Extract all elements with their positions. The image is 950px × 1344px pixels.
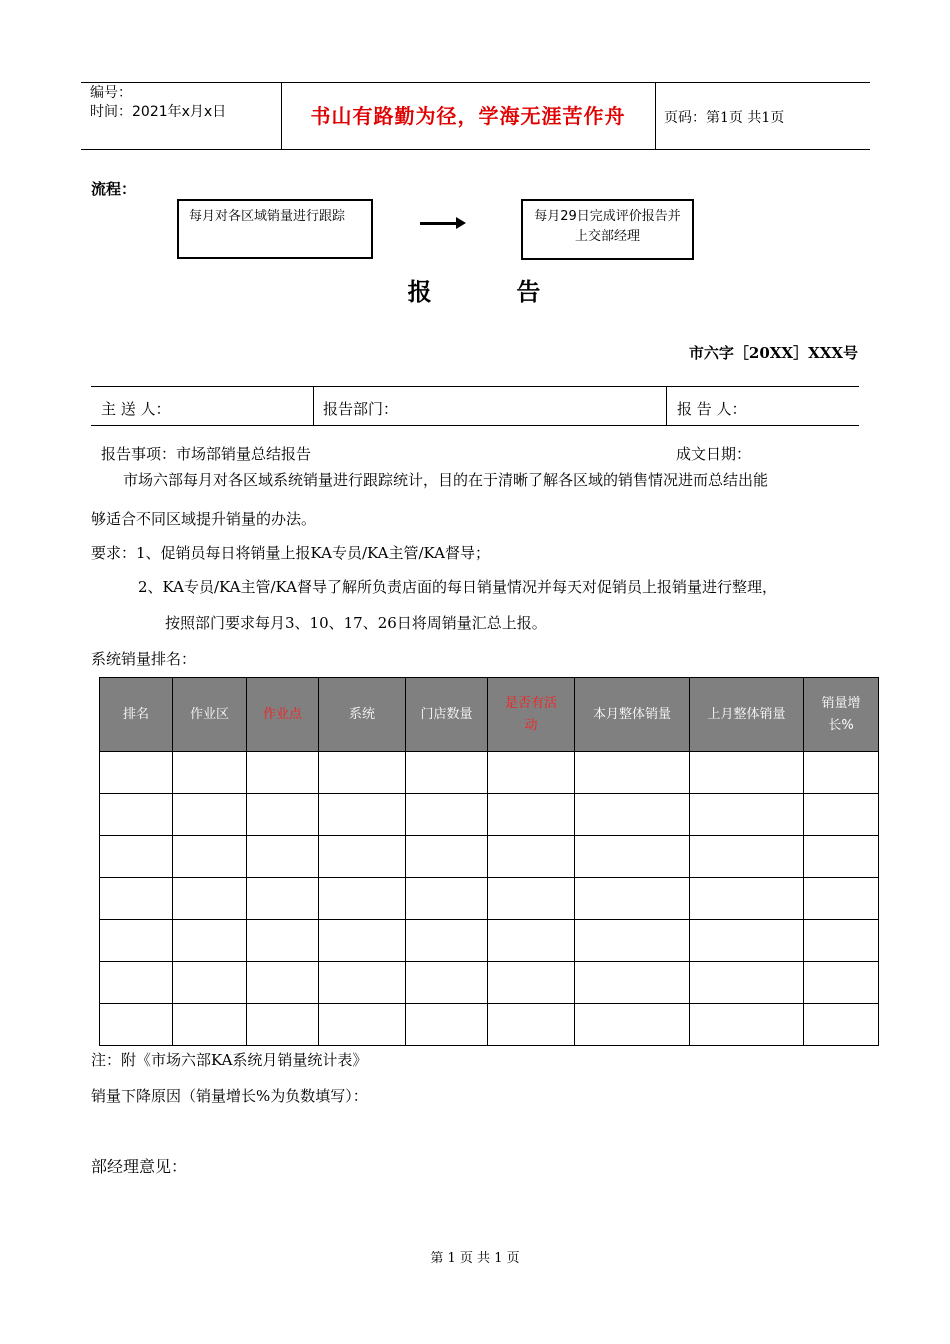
requirement-2-line2: 按照部门要求每月3、10、17、26日将周销量汇总上报。	[165, 614, 547, 632]
table-cell	[690, 752, 804, 794]
table-cell	[690, 836, 804, 878]
table-cell	[173, 962, 247, 1004]
table-cell	[319, 836, 406, 878]
sender-field: 主 送 人：	[101, 400, 171, 418]
table-cell	[406, 794, 488, 836]
table-cell	[406, 1004, 488, 1046]
body-paragraph-line1: 市场六部每月对各区域系统销量进行跟踪统计，目的在于清晰了解各区域的销售情况进而总结出能	[123, 471, 769, 489]
matter-field: 报告事项：市场部销量总结报告	[101, 445, 312, 463]
table-cell	[488, 920, 575, 962]
fields-top-rule	[91, 386, 859, 387]
table-cell	[100, 1004, 173, 1046]
body-paragraph-line2: 够适合不同区域提升销量的办法。	[91, 510, 317, 528]
table-cell	[319, 1004, 406, 1046]
table-cell	[319, 878, 406, 920]
table-cell	[319, 962, 406, 1004]
table-cell	[406, 836, 488, 878]
table-cell	[488, 836, 575, 878]
column-header: 作业区	[173, 678, 247, 752]
table-cell	[247, 878, 319, 920]
table-cell	[690, 794, 804, 836]
table-cell	[100, 752, 173, 794]
table-cell	[575, 962, 690, 1004]
table-cell	[406, 962, 488, 1004]
page-footer: 第 1 页 共 1 页	[430, 1251, 520, 1266]
table-body	[100, 752, 879, 1046]
table-cell	[488, 752, 575, 794]
table-cell	[690, 962, 804, 1004]
column-header: 上月整体销量	[690, 678, 804, 752]
table-cell	[406, 920, 488, 962]
table-row	[100, 836, 879, 878]
table-cell	[247, 752, 319, 794]
table-cell	[100, 836, 173, 878]
document-number: 市六字［20XX］XXX号	[688, 344, 858, 362]
table-cell	[247, 1004, 319, 1046]
table-cell	[804, 752, 879, 794]
table-cell	[173, 752, 247, 794]
flow-arrow-icon	[420, 222, 458, 225]
table-cell	[575, 1004, 690, 1046]
flow-label: 流程：	[91, 180, 137, 198]
table-row	[100, 920, 879, 962]
table-cell	[406, 878, 488, 920]
header-top-rule	[81, 82, 870, 83]
table-cell	[319, 920, 406, 962]
table-cell	[173, 920, 247, 962]
table-row	[100, 752, 879, 794]
table-row	[100, 1004, 879, 1046]
flow-step-2: 每月29日完成评价报告并上交部经理	[521, 199, 694, 260]
table-cell	[804, 878, 879, 920]
table-cell	[173, 836, 247, 878]
table-cell	[319, 752, 406, 794]
table-row	[100, 962, 879, 1004]
header-motto: 书山有路勤为径，学海无涯苦作舟	[310, 104, 626, 128]
table-cell	[690, 1004, 804, 1046]
table-cell	[488, 794, 575, 836]
table-cell	[488, 1004, 575, 1046]
table-cell	[804, 794, 879, 836]
table-cell	[319, 794, 406, 836]
table-cell	[804, 1004, 879, 1046]
requirement-1: 要求：1、促销员每日将销量上报KA专员/KA主管/KA督导；	[91, 544, 490, 562]
table-cell	[247, 920, 319, 962]
table-cell	[488, 962, 575, 1004]
table-cell	[247, 794, 319, 836]
page-title: 报 告	[407, 278, 543, 306]
reporter-field: 报 告 人：	[677, 400, 747, 418]
table-cell	[173, 878, 247, 920]
table-cell	[575, 878, 690, 920]
manager-opinion-label: 部经理意见：	[91, 1157, 188, 1176]
ranking-label: 系统销量排名：	[91, 650, 197, 668]
requirement-2-line1: 2、KA专员/KA主管/KA督导了解所负责店面的每日销量情况并每天对促销员上报销量进行整理，	[138, 578, 777, 596]
table-cell	[173, 1004, 247, 1046]
column-header: 门店数量	[406, 678, 488, 752]
table-cell	[690, 878, 804, 920]
table-cell	[488, 878, 575, 920]
column-header: 是否有活动	[488, 678, 575, 752]
table-cell	[406, 752, 488, 794]
decline-reason-label: 销量下降原因（销量增长%为负数填写）：	[91, 1087, 368, 1105]
column-header: 排名	[100, 678, 173, 752]
table-cell	[690, 920, 804, 962]
fields-divider	[313, 386, 314, 425]
column-header: 系统	[319, 678, 406, 752]
arrow-head-icon	[456, 217, 466, 229]
table-row	[100, 794, 879, 836]
table-cell	[100, 878, 173, 920]
header-bottom-rule	[81, 149, 870, 150]
column-header: 销量增长%	[804, 678, 879, 752]
table-cell	[804, 920, 879, 962]
table-cell	[100, 920, 173, 962]
header-divider	[655, 82, 656, 149]
header-meta	[90, 84, 226, 122]
flow-step-1: 每月对各区域销量进行跟踪	[177, 199, 373, 259]
fields-bottom-rule	[91, 425, 859, 426]
department-field: 报告部门：	[323, 400, 399, 418]
table-row	[100, 878, 879, 920]
fields-divider	[666, 386, 667, 425]
table-cell	[804, 962, 879, 1004]
column-header: 本月整体销量	[575, 678, 690, 752]
table-header-row	[100, 678, 879, 752]
number-label: 编号：	[90, 85, 132, 101]
table-cell	[247, 836, 319, 878]
sales-ranking-table	[99, 677, 879, 1046]
time-label: 时间：2021年x月x日	[90, 104, 227, 120]
table-cell	[575, 752, 690, 794]
table-cell	[575, 794, 690, 836]
table-cell	[575, 920, 690, 962]
date-field: 成文日期：	[676, 445, 752, 463]
attachment-note: 注：附《市场六部KA系统月销量统计表》	[91, 1051, 368, 1069]
table-cell	[173, 794, 247, 836]
table-cell	[247, 962, 319, 1004]
page-info: 页码：第1页 共1页	[664, 110, 785, 126]
table-cell	[100, 962, 173, 1004]
table-cell	[804, 836, 879, 878]
column-header: 作业点	[247, 678, 319, 752]
table-cell	[100, 794, 173, 836]
table-cell	[575, 836, 690, 878]
